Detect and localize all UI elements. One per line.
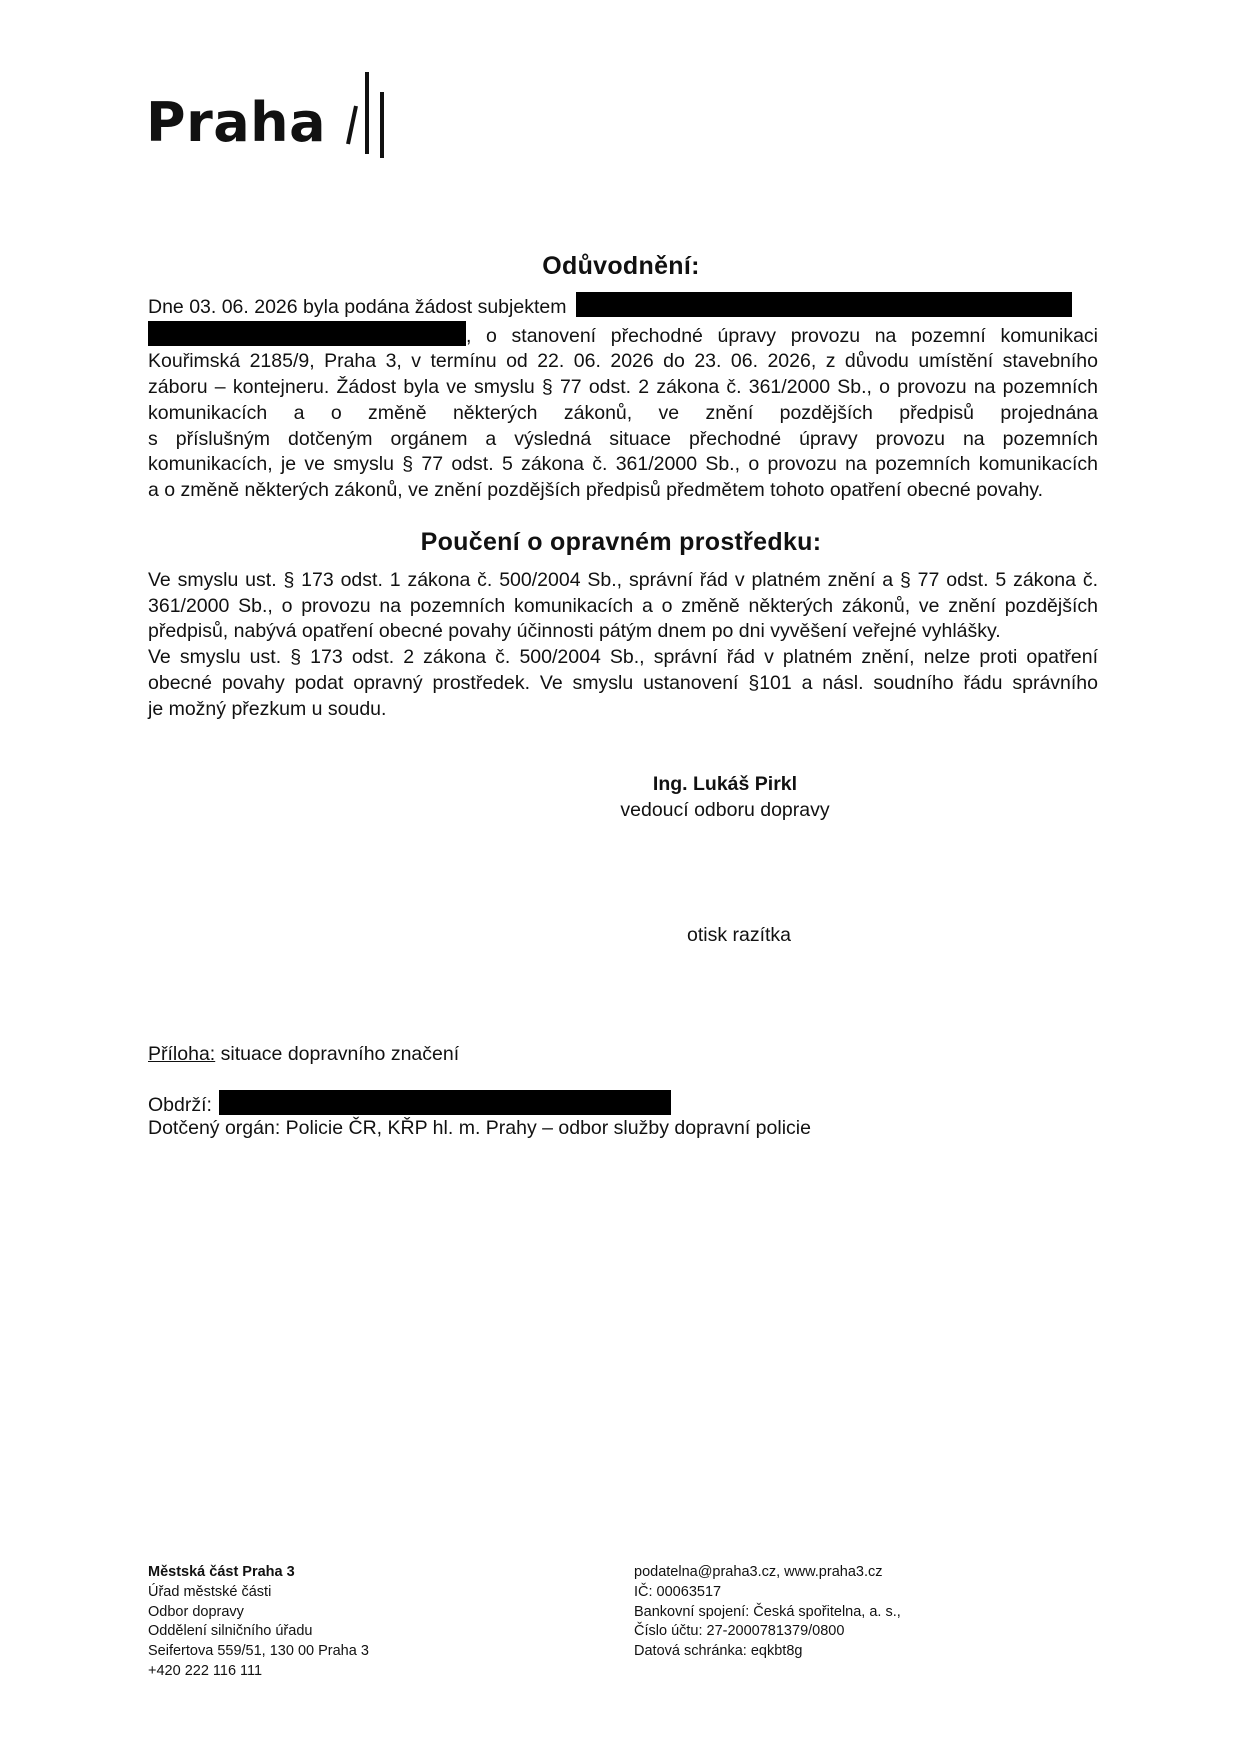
- redacted-applicant-cont: [148, 321, 466, 346]
- appeal-line-4: Ve smyslu ust. § 173 odst. 2 zákona č. 500/2004 Sb., správní řád v platném znění, nelze proti opatření: [148, 646, 1098, 669]
- footer-right: [634, 1563, 901, 1662]
- footer-databox: Datová schránka: eqkbt8g: [634, 1643, 803, 1660]
- justification-line-8: a o změně některých zákonů, ve znění pozdějších předpisů předmětem tohoto opatření obecné povahy.: [148, 478, 1044, 501]
- redacted-applicant: [576, 292, 1072, 317]
- justification-line-1: [148, 292, 1098, 321]
- attachment-value: situace dopravního značení: [215, 1043, 460, 1065]
- justification-line1-text: Dne 03. 06. 2026 byla podána žádost subjektem: [148, 296, 567, 318]
- footer-org-name: Městská část Praha 3: [148, 1564, 295, 1580]
- footer-section: Oddělení silničního úřadu: [148, 1623, 313, 1640]
- appeal-line-1: Ve smyslu ust. § 173 odst. 1 zákona č. 500/2004 Sb., správní řád v platném znění a § 77 odst. 5 zákona č.: [148, 569, 1098, 591]
- footer-bank: Bankovní spojení: Česká spořitelna, a. s.,: [634, 1603, 901, 1620]
- footer-contact: podatelna@praha3.cz, www.praha3.cz: [634, 1564, 883, 1580]
- justification-heading: Odůvodnění:: [542, 252, 700, 280]
- footer-account: Číslo účtu: 27-2000781379/0800: [634, 1623, 845, 1640]
- appeal-line-3: předpisů, nabývá opatření obecné povahy účinnosti pátým dnem po dni vyvěšení veřejné vyhlášky.: [148, 620, 1001, 643]
- footer-ic: IČ: 00063517: [634, 1583, 722, 1600]
- appeal-paragraph: [148, 568, 1098, 722]
- footer-office: Úřad městské části: [148, 1583, 272, 1600]
- justification-line-3: Kouřimská 2185/9, Praha 3, v termínu od 22. 06. 2026 do 23. 06. 2026, z důvodu umístění stavebního: [148, 350, 1098, 373]
- signatory-name: Ing. Lukáš Pirkl: [652, 773, 798, 795]
- recipients-line: [148, 1090, 671, 1117]
- footer-address: Seifertova 559/51, 130 00 Praha 3: [148, 1643, 369, 1660]
- justification-line-2: [148, 321, 1098, 350]
- recipients-label: Obdrží:: [148, 1094, 212, 1116]
- attachment-label: Příloha:: [148, 1043, 216, 1065]
- stamp-placeholder: otisk razítka: [687, 924, 792, 946]
- justification-line-7: komunikacích, je ve smyslu § 77 odst. 5 zákona č. 361/2000 Sb., o provozu na pozemních komunikacích: [148, 453, 1098, 476]
- justification-line-4: záboru – kontejneru. Žádost byla ve smyslu § 77 odst. 2 zákona č. 361/2000 Sb., o provozu na pozemních: [148, 376, 1098, 399]
- justification-paragraph: [148, 292, 1098, 504]
- appeal-heading: Poučení o opravném prostředku:: [420, 528, 822, 556]
- appeal-line-5: obecné povahy podat opravný prostředek. Ve smyslu ustanovení §101 a násl. soudního řádu správního: [148, 671, 1098, 694]
- justification-line-5: komunikacích a o změně některých zákonů, ve znění pozdějších předpisů projednána: [148, 401, 1098, 424]
- footer-phone: +420 222 116 111: [148, 1662, 263, 1679]
- appeal-line-6: je možný přezkum u soudu.: [148, 697, 387, 720]
- logo-slash-bars-icon: [334, 62, 404, 158]
- footer-left: [148, 1563, 369, 1682]
- appeal-line-2: 361/2000 Sb., o provozu na pozemních komunikacích a o změně některých zákonů, ve znění pozdějších: [148, 594, 1098, 617]
- signatory-role: vedoucí odboru dopravy: [620, 799, 830, 821]
- logo-text: Praha: [146, 91, 327, 154]
- redacted-recipient: [219, 1090, 671, 1115]
- justification-line-6: s příslušným dotčeným orgánem a výsledná situace přechodné úpravy provozu na pozemních: [148, 427, 1098, 450]
- praha-logo: [146, 62, 404, 154]
- footer-department: Odbor dopravy: [148, 1603, 244, 1620]
- attachment-line: [148, 1043, 459, 1066]
- justification-line2-text: , o stanovení přechodné úpravy provozu na pozemní komunikaci: [466, 324, 1098, 347]
- affected-body-line: Dotčený orgán: Policie ČR, KŘP hl. m. Prahy – odbor služby dopravní policie: [148, 1117, 811, 1139]
- signature-block: [560, 771, 890, 823]
